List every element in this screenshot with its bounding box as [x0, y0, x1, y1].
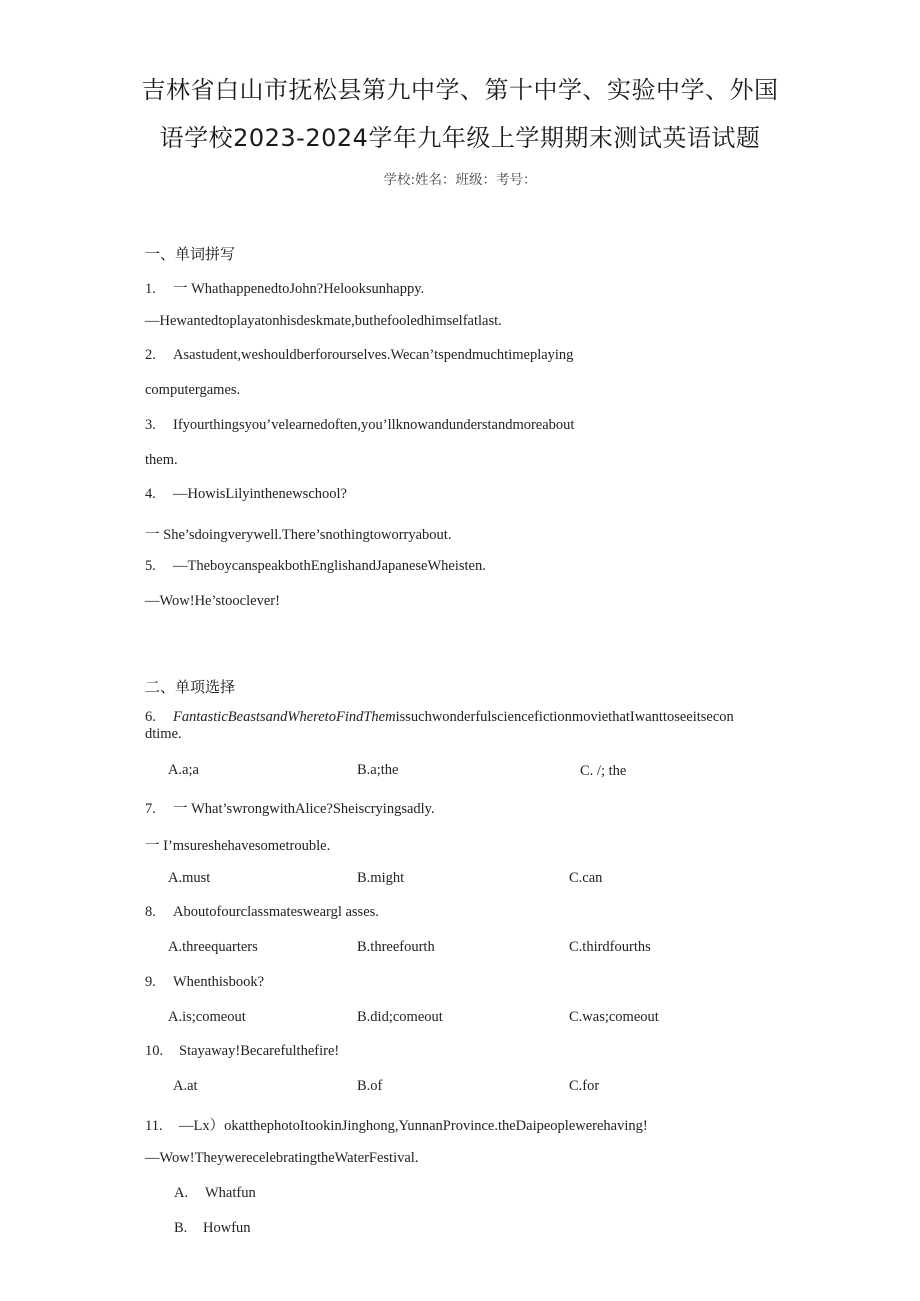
question-text: Stayaway!Becarefulthefire!	[179, 1043, 340, 1059]
option-a[interactable]: A.a;a	[168, 762, 199, 778]
movie-title: FantasticBeastsandWheretoFindThem	[173, 709, 396, 725]
question-7-line-1	[145, 797, 435, 818]
question-number: 8.	[145, 904, 156, 920]
option-c[interactable]: C.can	[569, 870, 603, 886]
question-2-line-1	[145, 347, 573, 364]
question-text: —TheboycanspeakbothEnglishandJapaneseWheisten.	[173, 558, 486, 574]
question-number: 1.	[145, 281, 156, 297]
question-text: —HowisLilyinthenewschool?	[173, 486, 347, 502]
question-5-line-1	[145, 558, 486, 575]
option-b[interactable]	[174, 1220, 251, 1237]
option-a[interactable]: A.is;comeout	[168, 1009, 246, 1025]
question-number: 9.	[145, 974, 156, 990]
option-c[interactable]: C.for	[569, 1078, 600, 1094]
question-text: Ifyourthingsyou’velearnedoften,you’llknowandunderstandmoreabout	[173, 417, 575, 433]
question-text: —Lx）okatthephotoItookinJinghong,YunnanProvince.theDaipeoplewerehaving!	[179, 1118, 648, 1134]
question-1-line-2: —Hewantedtoplayatonhisdeskmate,buthefooledhimselfatlast.	[145, 313, 502, 329]
question-text: 一 WhathappenedtoJohn?Helooksunhappy.	[173, 281, 425, 297]
question-number: 10.	[145, 1043, 164, 1059]
question-11-line-2: —Wow!TheywerecelebratingtheWaterFestival.	[145, 1150, 419, 1166]
option-b[interactable]: B.a;the	[357, 762, 399, 778]
question-text: Aboutofourclassmatesweargl asses.	[173, 904, 379, 920]
option-c[interactable]: C.was;comeout	[569, 1009, 659, 1025]
question-2-line-2: computergames.	[145, 382, 241, 398]
question-9-line-1	[145, 974, 264, 991]
question-4-line-1	[145, 486, 347, 503]
option-text: Whatfun	[205, 1185, 256, 1201]
question-text: Asastudent,weshouldberforourselves.Wecan’tspendmuchtimeplaying	[173, 347, 574, 363]
question-6-line-1	[145, 709, 734, 726]
option-a[interactable]: A.at	[173, 1078, 198, 1094]
question-text: Whenthisbook?	[173, 974, 265, 990]
question-number: 7.	[145, 801, 156, 817]
option-c[interactable]: C. /; the	[580, 763, 627, 779]
question-number: 3.	[145, 417, 156, 433]
question-6-line-2: dtime.	[145, 726, 182, 742]
title-line-1: 吉林省白山市抚松县第九中学、第十中学、实验中学、外国	[141, 76, 779, 104]
title-line-2: 语学校2023-2024学年九年级上学期期末测试英语试题	[159, 124, 761, 152]
question-4-line-2: 一 She’sdoingverywell.There’snothingtoworryabout.	[145, 527, 452, 543]
option-a[interactable]: A.threequarters	[168, 939, 258, 955]
option-b[interactable]: B.might	[357, 870, 405, 886]
option-letter: B.	[174, 1220, 188, 1236]
option-b[interactable]: B.threefourth	[357, 939, 435, 955]
question-text: 一 What’swrongwithAlice?Sheiscryingsadly.	[173, 801, 435, 817]
question-1-line-1	[145, 277, 424, 298]
option-letter: A.	[174, 1185, 189, 1201]
question-3-line-1	[145, 417, 574, 434]
question-10-line-1	[145, 1043, 339, 1060]
option-text: Howfun	[203, 1220, 251, 1236]
section-heading-choice: 二、单项选择	[145, 678, 236, 696]
option-b[interactable]: B.of	[357, 1078, 383, 1094]
student-info-line: 学校:姓名：班级：考号：	[383, 172, 537, 188]
question-number: 5.	[145, 558, 156, 574]
question-text: issuchwonderfulsciencefictionmoviethatIwanttoseeitsecon	[395, 709, 734, 725]
question-number: 2.	[145, 347, 156, 363]
option-b[interactable]: B.did;comeout	[357, 1009, 443, 1025]
question-5-line-2: —Wow!He’stooclever!	[145, 593, 280, 609]
question-11-line-1	[145, 1114, 648, 1135]
question-7-line-2: 一 I’msureshehavesometrouble.	[145, 838, 331, 854]
question-number: 6.	[145, 709, 156, 725]
question-8-line-1	[145, 904, 379, 921]
question-number: 4.	[145, 486, 156, 502]
option-c[interactable]: C.thirdfourths	[569, 939, 651, 955]
question-number: 11.	[145, 1118, 163, 1134]
option-a[interactable]: A.must	[168, 870, 211, 886]
question-3-line-2: them.	[145, 452, 178, 468]
option-a[interactable]	[174, 1185, 256, 1202]
section-heading-spelling: 一、单词拼写	[145, 245, 236, 263]
